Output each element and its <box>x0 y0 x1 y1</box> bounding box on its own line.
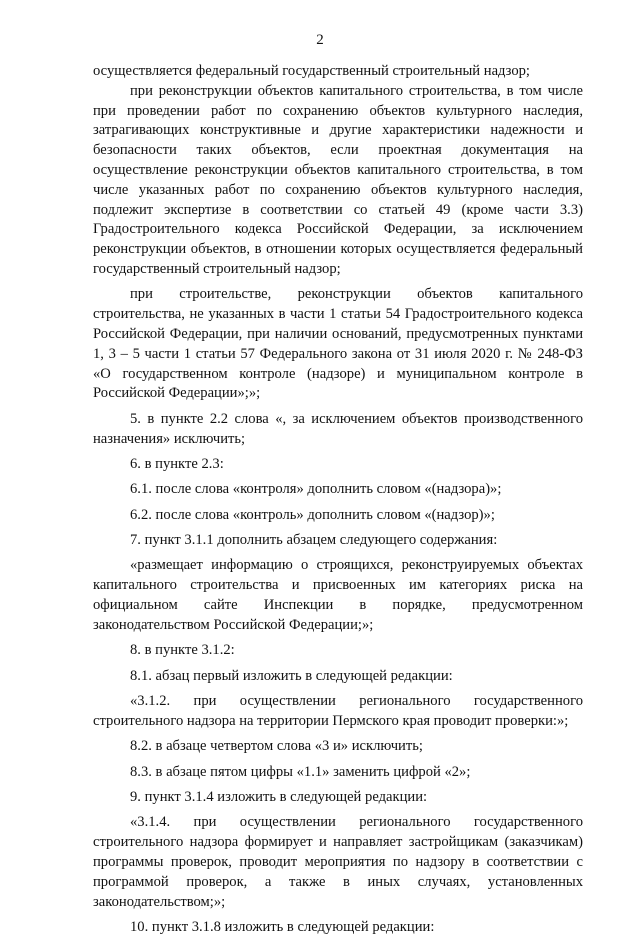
paragraph: 6.2. после слова «контроль» дополнить словом «(надзор)»; <box>130 506 495 523</box>
document-body <box>93 62 583 943</box>
paragraph: 8.3. в абзаце пятом цифры «1.1» заменить цифрой «2»; <box>130 763 471 780</box>
paragraph: 9. пункт 3.1.4 изложить в следующей редакции: <box>130 789 428 806</box>
paragraph: 8.1. абзац первый изложить в следующей редакции: <box>130 667 453 684</box>
paragraph: 5. в пункте 2.2 слова «, за исключением объектов производственного назначения» исключить; <box>93 410 583 447</box>
paragraph: 6.1. после слова «контроля» дополнить словом «(надзора)»; <box>130 481 502 498</box>
paragraph: при реконструкции объектов капитального строительства, в том числе при проведении работ по сохранению объектов культурного наследия, затрагивающих конструктивные и другие характеристики надежности и безопасности таких объектов, если проектная документация на осуществление реконструкции объектов капитального строительства, в том числе указанных работ по сохранению объектов культурного наследия, подлежит экспертизе в соответствии со статьей 49 (кроме части 3.3) Градостроительного кодекса Российской Федерации, за исключением реконструкции объектов, в отношении которых осуществляется федеральный государственный строительный надзор; <box>93 82 583 277</box>
paragraph: «размещает информацию о строящихся, реконструируемых объектах капитального строительства и присвоенных им категориях риска на официальном сайте Инспекции в порядке, предусмотренном законодательством Российской Федерации;»; <box>93 557 583 633</box>
paragraph: «3.1.4. при осуществлении регионального государственного строительного надзора формирует и направляет застройщикам (заказчикам) программы проверок, проводит мероприятия по надзору в соответствии с программой проверок, а также в иных случаях, установленных законодательством;»; <box>93 814 583 910</box>
paragraph: 8.2. в абзаце четвертом слова «3 и» исключить; <box>130 738 423 755</box>
paragraph: «3.1.2. при осуществлении регионального государственного строительного надзора на территории Пермского края проводит проверки:»; <box>93 693 583 729</box>
paragraph: 8. в пункте 3.1.2: <box>130 642 235 659</box>
paragraph: при строительстве, реконструкции объектов капитального строительства, не указанных в части 1 статьи 54 Градостроительного кодекса Российской Федерации, при наличии оснований, предусмотренных пунктами 1, 3 – 5 части 1 статьи 57 Федерального закона от 31 июля 2020 г. № 248-ФЗ «О государственном контроле (надзоре) и муниципальном контроле в Российской Федерации»;»; <box>93 286 583 402</box>
page-number: 2 <box>316 32 324 48</box>
paragraph: 7. пункт 3.1.1 дополнить абзацем следующего содержания: <box>130 532 498 549</box>
paragraph: 6. в пункте 2.3: <box>130 455 224 472</box>
paragraph: осуществляется федеральный государственный строительный надзор; <box>93 63 530 79</box>
paragraph: 10. пункт 3.1.8 изложить в следующей редакции: <box>130 918 435 935</box>
